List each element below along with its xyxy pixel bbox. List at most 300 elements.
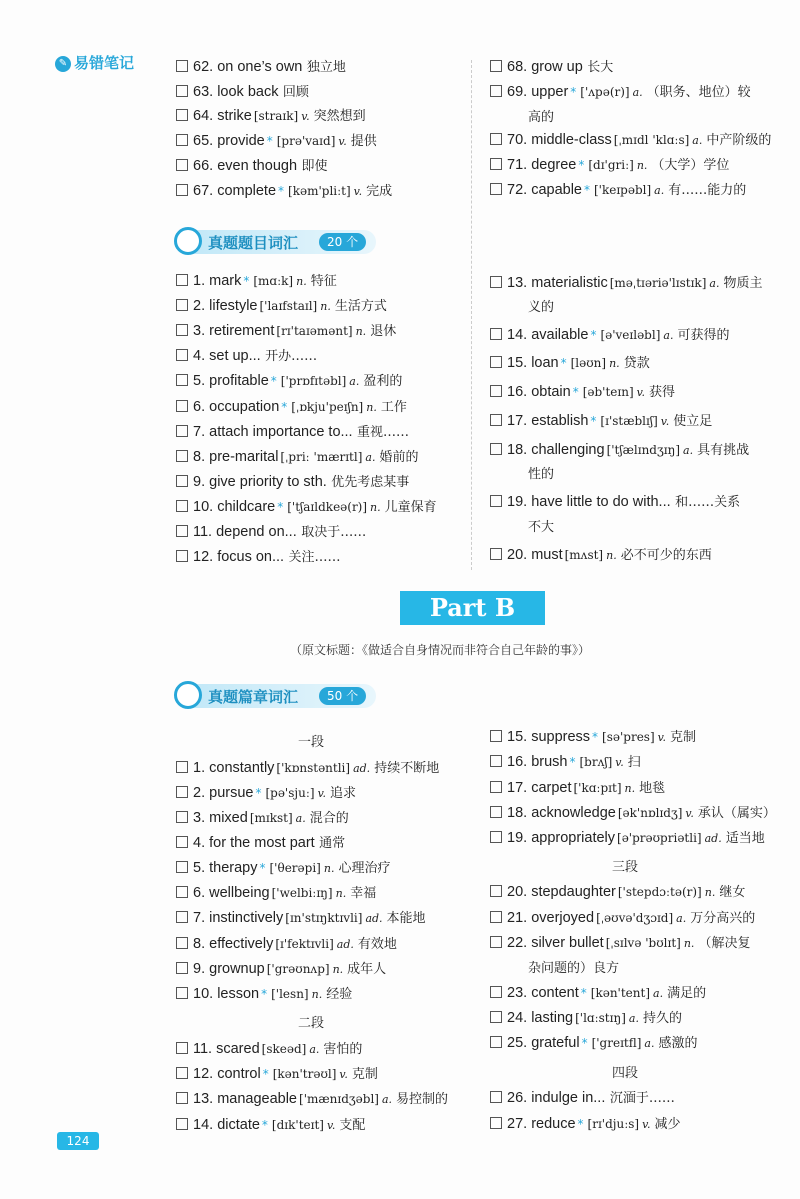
checkbox-icon[interactable] — [490, 183, 502, 195]
entry-meaning: 必不可少的东西 — [620, 548, 712, 563]
entry-phonetic: [ə'prəʊpriətli] — [617, 831, 702, 845]
entry-meaning: 贷款 — [623, 356, 650, 371]
checkbox-icon[interactable] — [176, 1067, 188, 1079]
entry-phonetic: [mɪkst] — [249, 811, 293, 825]
checkbox-icon[interactable] — [490, 328, 502, 340]
checkbox-icon[interactable] — [176, 987, 188, 999]
checkbox-icon[interactable] — [176, 836, 188, 848]
entry-meaning: 关注…… — [288, 550, 341, 565]
entry-meaning: 使立足 — [673, 414, 713, 429]
checkbox-icon[interactable] — [176, 962, 188, 974]
entry-part-of-speech: a. — [683, 444, 694, 457]
checkbox-icon[interactable] — [490, 385, 502, 397]
vocab-entry — [176, 346, 317, 367]
checkbox-icon[interactable] — [176, 159, 188, 171]
vocab-entry — [176, 934, 397, 955]
entry-number: 65. — [193, 133, 218, 149]
entry-number: 67. — [193, 183, 218, 199]
entry-phonetic: [kən'tent] — [590, 986, 651, 1000]
checkbox-icon[interactable] — [176, 184, 188, 196]
entry-meaning: 地毯 — [639, 781, 666, 796]
star-icon: * — [581, 1036, 588, 1050]
checkbox-icon[interactable] — [490, 158, 502, 170]
section-header-exam-passage-vocab — [176, 684, 376, 708]
entry-meaning: 提供 — [350, 134, 377, 149]
checkbox-icon[interactable] — [176, 134, 188, 146]
checkbox-icon[interactable] — [176, 374, 188, 386]
entry-word: brush — [531, 754, 568, 770]
entry-meaning: 婚前的 — [379, 450, 419, 465]
checkbox-icon[interactable] — [176, 324, 188, 336]
checkbox-icon[interactable] — [176, 911, 188, 923]
entry-phonetic: ['kɑːpɪt] — [573, 781, 622, 795]
star-icon: * — [580, 986, 587, 1000]
entry-number: 14. — [193, 1117, 218, 1133]
entry-part-of-speech: v. — [353, 185, 363, 198]
entry-word: mark — [209, 273, 242, 289]
vocab-entry — [490, 545, 712, 566]
checkbox-icon[interactable] — [490, 443, 502, 455]
paragraph-label-1: 一段 — [298, 735, 325, 750]
vocab-entry — [490, 908, 755, 929]
vocab-entry — [176, 522, 366, 543]
checkbox-icon[interactable] — [176, 450, 188, 462]
checkbox-icon[interactable] — [176, 861, 188, 873]
section-count-badge: 50 个 — [319, 687, 366, 705]
checkbox-icon[interactable] — [490, 1036, 502, 1048]
entry-number: 14. — [507, 327, 532, 343]
checkbox-icon[interactable] — [176, 349, 188, 361]
entry-meaning: 即使 — [301, 159, 328, 174]
entry-word: provide — [217, 133, 265, 149]
entry-meaning: 适当地 — [725, 831, 765, 846]
checkbox-icon[interactable] — [490, 831, 502, 843]
entry-part-of-speech: n. — [335, 887, 347, 900]
vocab-entry — [490, 1114, 681, 1135]
entry-part-of-speech: n. — [311, 988, 323, 1001]
entry-phonetic: [kəm'pliːt] — [288, 184, 351, 198]
vocab-entry — [490, 180, 746, 201]
entry-number: 10. — [193, 499, 218, 515]
entry-phonetic: [məˌtɪəriə'lɪstɪk] — [609, 276, 707, 290]
entry-meaning: 持久的 — [642, 1011, 682, 1026]
checkbox-icon[interactable] — [176, 400, 188, 412]
entry-word: pre-marital — [209, 449, 279, 465]
entry-word: loan — [531, 355, 559, 371]
entry-word: silver bullet — [531, 935, 604, 951]
vocab-entry — [490, 752, 641, 773]
entry-meaning: 独立地 — [306, 60, 346, 75]
entry-word: overjoyed — [531, 910, 595, 926]
entry-meaning: 易控制的 — [396, 1092, 449, 1107]
entry-phonetic: ['keɪpəbl] — [593, 183, 652, 197]
entry-meaning: 害怕的 — [323, 1042, 363, 1057]
checkbox-icon[interactable] — [176, 475, 188, 487]
vocab-entry — [490, 382, 675, 403]
paragraph-label-3: 三段 — [612, 860, 639, 875]
checkbox-icon[interactable] — [176, 937, 188, 949]
star-icon: * — [277, 500, 284, 514]
vocab-entry — [176, 271, 337, 292]
star-icon: * — [572, 385, 579, 399]
entry-word: occupation — [209, 399, 280, 415]
entry-meaning: 获得 — [649, 385, 676, 400]
entry-number: 17. — [507, 413, 532, 429]
checkbox-icon[interactable] — [176, 425, 188, 437]
checkbox-icon[interactable] — [176, 109, 188, 121]
entry-word: childcare — [217, 499, 276, 515]
entry-phonetic: [dɪ'griː] — [588, 158, 634, 172]
entry-meaning: 万分高兴的 — [690, 911, 756, 926]
entry-word: middle-class — [531, 132, 612, 148]
checkbox-icon[interactable] — [176, 1092, 188, 1104]
checkbox-icon[interactable] — [490, 1091, 502, 1103]
star-icon: * — [592, 730, 599, 744]
entry-word: available — [531, 327, 589, 343]
entry-meaning: 支配 — [339, 1118, 366, 1133]
entry-word: degree — [531, 157, 577, 173]
entry-phonetic: [mʌst] — [564, 548, 604, 562]
checkbox-icon[interactable] — [490, 356, 502, 368]
checkbox-icon[interactable] — [490, 911, 502, 923]
entry-word: even though — [217, 158, 298, 174]
section-header-exam-question-vocab — [176, 230, 376, 254]
vocab-entry — [490, 1008, 682, 1029]
entry-phonetic: [skeəd] — [261, 1042, 307, 1056]
entry-meaning: 取决于…… — [301, 525, 367, 540]
entry-word: grateful — [531, 1035, 580, 1051]
entry-phonetic: [əb'teɪn] — [582, 385, 634, 399]
entry-meaning: 成年人 — [347, 962, 387, 977]
entry-word: retirement — [209, 323, 275, 339]
entry-number: 7. — [193, 910, 210, 926]
vocab-entry — [490, 57, 613, 78]
entry-phonetic: [ə'veɪləbl] — [600, 328, 661, 342]
star-icon: * — [578, 158, 585, 172]
checkbox-icon[interactable] — [490, 730, 502, 742]
vocab-entry — [176, 296, 387, 317]
entry-phonetic: ['grəʊnʌp] — [266, 962, 330, 976]
entry-phonetic: ['mænɪdʒəbl] — [299, 1092, 379, 1106]
entry-meaning: 混合的 — [309, 811, 349, 826]
entry-number: 5. — [193, 373, 210, 389]
entry-meaning: 承认（属实） — [697, 806, 776, 821]
entry-part-of-speech: n. — [624, 782, 636, 795]
vocab-entry — [490, 1088, 675, 1109]
checkbox-icon[interactable] — [490, 60, 502, 72]
entry-number: 12. — [193, 1066, 218, 1082]
checkbox-icon[interactable] — [176, 85, 188, 97]
entry-part-of-speech: ad. — [704, 832, 722, 845]
entry-word: reduce — [531, 1116, 576, 1132]
checkbox-icon[interactable] — [490, 781, 502, 793]
entry-part-of-speech: n. — [320, 300, 331, 313]
entry-word: lesson — [217, 986, 260, 1002]
vocab-entry — [176, 908, 426, 929]
entry-phonetic: [dɪk'teɪt] — [271, 1118, 324, 1132]
entry-word: upper — [531, 84, 569, 100]
entry-part-of-speech: v. — [317, 787, 326, 800]
part-b-banner: Part B — [400, 591, 545, 625]
entry-phonetic: [rɪ'taɪəmənt] — [276, 324, 353, 338]
page-number: 124 — [57, 1132, 99, 1150]
entry-number: 24. — [507, 1010, 532, 1026]
vocab-entry — [176, 422, 409, 443]
entry-meaning: 开办…… — [265, 349, 318, 364]
entry-part-of-speech: a. — [653, 987, 664, 1000]
entry-meaning: 儿童保育 — [384, 500, 437, 515]
checkbox-icon[interactable] — [176, 274, 188, 286]
entry-word: constantly — [209, 760, 275, 776]
paragraph-label-4: 四段 — [612, 1066, 639, 1081]
magnifier-icon — [174, 227, 202, 255]
entry-part-of-speech: v. — [685, 807, 694, 820]
entry-meaning: 沉湎于…… — [609, 1091, 675, 1106]
entry-word: scared — [216, 1041, 260, 1057]
entry-meaning: 中产阶级的 — [706, 133, 772, 148]
star-icon: * — [255, 786, 262, 800]
entry-part-of-speech: n. — [370, 501, 381, 514]
vocab-entry — [176, 57, 346, 78]
entry-part-of-speech: ad. — [336, 938, 354, 951]
vocab-entry — [490, 155, 729, 176]
entry-part-of-speech: a. — [692, 134, 703, 147]
entry-number: 8. — [193, 936, 210, 952]
entry-part-of-speech: v. — [326, 1119, 336, 1132]
star-icon: * — [262, 1067, 269, 1081]
checkbox-icon[interactable] — [490, 133, 502, 145]
entry-phonetic: ['greɪtfl] — [591, 1036, 642, 1050]
brand-title: 易错笔记 — [74, 54, 135, 72]
entry-phonetic: ['welbiːɪŋ] — [271, 886, 333, 900]
entry-part-of-speech: v. — [338, 135, 347, 148]
entry-meaning: 克制 — [670, 730, 697, 745]
checkbox-icon[interactable] — [490, 936, 502, 948]
entry-number: 70. — [507, 132, 532, 148]
entry-meaning: 和……关系 — [675, 495, 741, 510]
entry-word: obtain — [531, 384, 571, 400]
vocab-entry — [490, 882, 745, 903]
entry-word: instinctively — [209, 910, 284, 926]
entry-word: stepdaughter — [531, 884, 616, 900]
entry-meaning: 减少 — [654, 1117, 681, 1132]
vocab-entry — [490, 353, 650, 374]
checkbox-icon[interactable] — [176, 500, 188, 512]
entry-word: give priority to sth. — [209, 474, 327, 490]
checkbox-icon[interactable] — [176, 786, 188, 798]
vocab-entry — [176, 131, 377, 152]
entry-number: 9. — [193, 474, 210, 490]
entry-number: 69. — [507, 84, 532, 100]
entry-number: 11. — [193, 524, 217, 540]
checkbox-icon[interactable] — [490, 885, 502, 897]
entry-word: grow up — [531, 59, 583, 75]
entry-number: 22. — [507, 935, 532, 951]
entry-phonetic: [ˌpriː 'mærɪtl] — [280, 450, 363, 464]
entry-phonetic: ['laɪfstaɪl] — [259, 299, 318, 313]
entry-phonetic: [ɪ'fektɪvli] — [275, 937, 334, 951]
entry-meaning: 盈利的 — [363, 374, 403, 389]
entry-word: suppress — [531, 729, 591, 745]
entry-number: 13. — [193, 1091, 218, 1107]
vocab-entry — [176, 371, 402, 392]
entry-number: 18. — [507, 805, 532, 821]
entry-word: challenging — [531, 442, 605, 458]
entry-word: dictate — [217, 1117, 260, 1133]
entry-word: manageable — [217, 1091, 298, 1107]
entry-word: for the most part — [209, 835, 315, 851]
entry-meaning: 克制 — [351, 1067, 378, 1082]
checkbox-icon[interactable] — [176, 525, 188, 537]
star-icon: * — [261, 987, 268, 1001]
entry-number: 23. — [507, 985, 532, 1001]
vocab-entry — [176, 1064, 378, 1085]
entry-part-of-speech: v. — [301, 110, 310, 123]
vocab-entry — [176, 547, 341, 568]
entry-number: 1. — [193, 273, 210, 289]
checkbox-icon[interactable] — [176, 60, 188, 72]
entry-meaning: 心理治疗 — [338, 861, 391, 876]
vocab-entry — [490, 440, 749, 461]
entry-part-of-speech: n. — [683, 937, 695, 950]
entry-part-of-speech: a. — [663, 329, 674, 342]
entry-number: 10. — [193, 986, 218, 1002]
checkbox-icon[interactable] — [176, 1118, 188, 1130]
entry-phonetic: [pə'sjuː] — [265, 786, 315, 800]
entry-number: 3. — [193, 810, 210, 826]
entry-number: 4. — [193, 348, 210, 364]
entry-part-of-speech: a. — [365, 451, 376, 464]
entry-number: 64. — [193, 108, 218, 124]
entry-meaning-continued: 杂问题的）良方 — [528, 961, 620, 976]
entry-meaning: （职务、地位）较 — [646, 85, 751, 100]
checkbox-icon[interactable] — [176, 761, 188, 773]
entry-word: profitable — [209, 373, 269, 389]
vocab-entry — [490, 325, 729, 346]
vocab-entry — [176, 497, 437, 518]
entry-meaning: 长大 — [587, 60, 614, 75]
entry-phonetic: ['tʃaɪldkeə(r)] — [287, 500, 368, 514]
checkbox-icon[interactable] — [490, 548, 502, 560]
entry-part-of-speech: n. — [636, 159, 648, 172]
entry-word: depend on... — [216, 524, 297, 540]
entry-meaning: 可获得的 — [677, 328, 730, 343]
checkbox-icon[interactable] — [490, 414, 502, 426]
checkbox-icon[interactable] — [490, 495, 502, 507]
entry-word: content — [531, 985, 579, 1001]
entry-phonetic: [ɪ'stæblɪʃ] — [600, 414, 658, 428]
entry-word: carpet — [531, 780, 572, 796]
entry-phonetic: [mɑːk] — [253, 274, 294, 288]
magnifier-icon — [174, 681, 202, 709]
entry-phonetic: ['stepdɔːtə(r)] — [617, 885, 702, 899]
entry-number: 25. — [507, 1035, 532, 1051]
entry-phonetic: [rɪ'djuːs] — [587, 1117, 640, 1131]
entry-number: 4. — [193, 835, 210, 851]
vocab-entry — [176, 833, 345, 854]
entry-word: lifestyle — [209, 298, 258, 314]
entry-phonetic: [straɪk] — [253, 109, 299, 123]
entry-meaning-continued: 高的 — [528, 110, 555, 125]
vocab-entry — [176, 82, 309, 103]
checkbox-icon[interactable] — [490, 755, 502, 767]
entry-word: focus on... — [217, 549, 285, 565]
entry-meaning: 有……能力的 — [668, 183, 747, 198]
entry-part-of-speech: n. — [323, 862, 335, 875]
vocab-entry — [490, 130, 771, 151]
entry-phonetic: [ək'nɒlɪdʒ] — [617, 806, 683, 820]
entry-number: 68. — [507, 59, 532, 75]
section-title: 真题篇章词汇 — [208, 688, 299, 706]
entry-word: pursue — [209, 785, 254, 801]
entry-number: 26. — [507, 1090, 532, 1106]
checkbox-icon[interactable] — [176, 1042, 188, 1054]
entry-meaning: 重视…… — [357, 425, 410, 440]
entry-word: lasting — [531, 1010, 574, 1026]
checkbox-icon[interactable] — [176, 811, 188, 823]
entry-meaning: 本能地 — [386, 911, 426, 926]
checkbox-icon[interactable] — [176, 886, 188, 898]
checkbox-icon[interactable] — [176, 550, 188, 562]
checkbox-icon[interactable] — [490, 276, 502, 288]
entry-part-of-speech: v. — [657, 731, 667, 744]
checkbox-icon[interactable] — [490, 986, 502, 998]
entry-number: 7. — [193, 424, 210, 440]
vocab-entry — [490, 82, 751, 103]
entry-number: 8. — [193, 449, 210, 465]
entry-part-of-speech: a. — [709, 277, 720, 290]
checkbox-icon[interactable] — [176, 299, 188, 311]
entry-word: capable — [531, 182, 582, 198]
checkbox-icon[interactable] — [490, 1011, 502, 1023]
entry-word: appropriately — [531, 830, 616, 846]
entry-meaning: 优先考虑某事 — [331, 475, 410, 490]
entry-part-of-speech: a. — [644, 1037, 655, 1050]
checkbox-icon[interactable] — [490, 806, 502, 818]
entry-meaning: 回顾 — [282, 85, 309, 100]
entry-number: 18. — [507, 442, 532, 458]
star-icon: * — [278, 184, 285, 198]
entry-word: complete — [217, 183, 277, 199]
entry-number: 3. — [193, 323, 210, 339]
entry-meaning: 具有挑战 — [697, 443, 750, 458]
section-title: 真题题目词汇 — [208, 234, 299, 252]
entry-meaning: 物质主 — [723, 276, 763, 291]
checkbox-icon[interactable] — [490, 85, 502, 97]
brand-logo — [55, 52, 134, 73]
entry-phonetic: [ˌsɪlvə 'bʊlɪt] — [605, 936, 681, 950]
entry-word: grownup — [209, 961, 265, 977]
entry-number: 12. — [193, 549, 218, 565]
entry-meaning: 满足的 — [667, 986, 707, 1001]
checkbox-icon[interactable] — [490, 1117, 502, 1129]
entry-number: 19. — [507, 830, 532, 846]
entry-part-of-speech: v. — [642, 1118, 651, 1131]
vocab-entry — [490, 727, 696, 748]
vocab-entry — [176, 181, 392, 202]
entry-part-of-speech: a. — [628, 1012, 639, 1025]
section-count-badge: 20 个 — [319, 233, 366, 251]
entry-phonetic: [ˌɒkju'peɪʃn] — [291, 400, 364, 414]
entry-word: materialistic — [531, 275, 608, 291]
entry-number: 15. — [507, 355, 532, 371]
entry-number: 16. — [507, 754, 532, 770]
entry-number: 15. — [507, 729, 532, 745]
entry-phonetic: [ˌmɪdl 'klɑːs] — [613, 133, 690, 147]
vocab-entry — [176, 883, 376, 904]
entry-word: acknowledge — [531, 805, 616, 821]
entry-number: 20. — [507, 547, 532, 563]
